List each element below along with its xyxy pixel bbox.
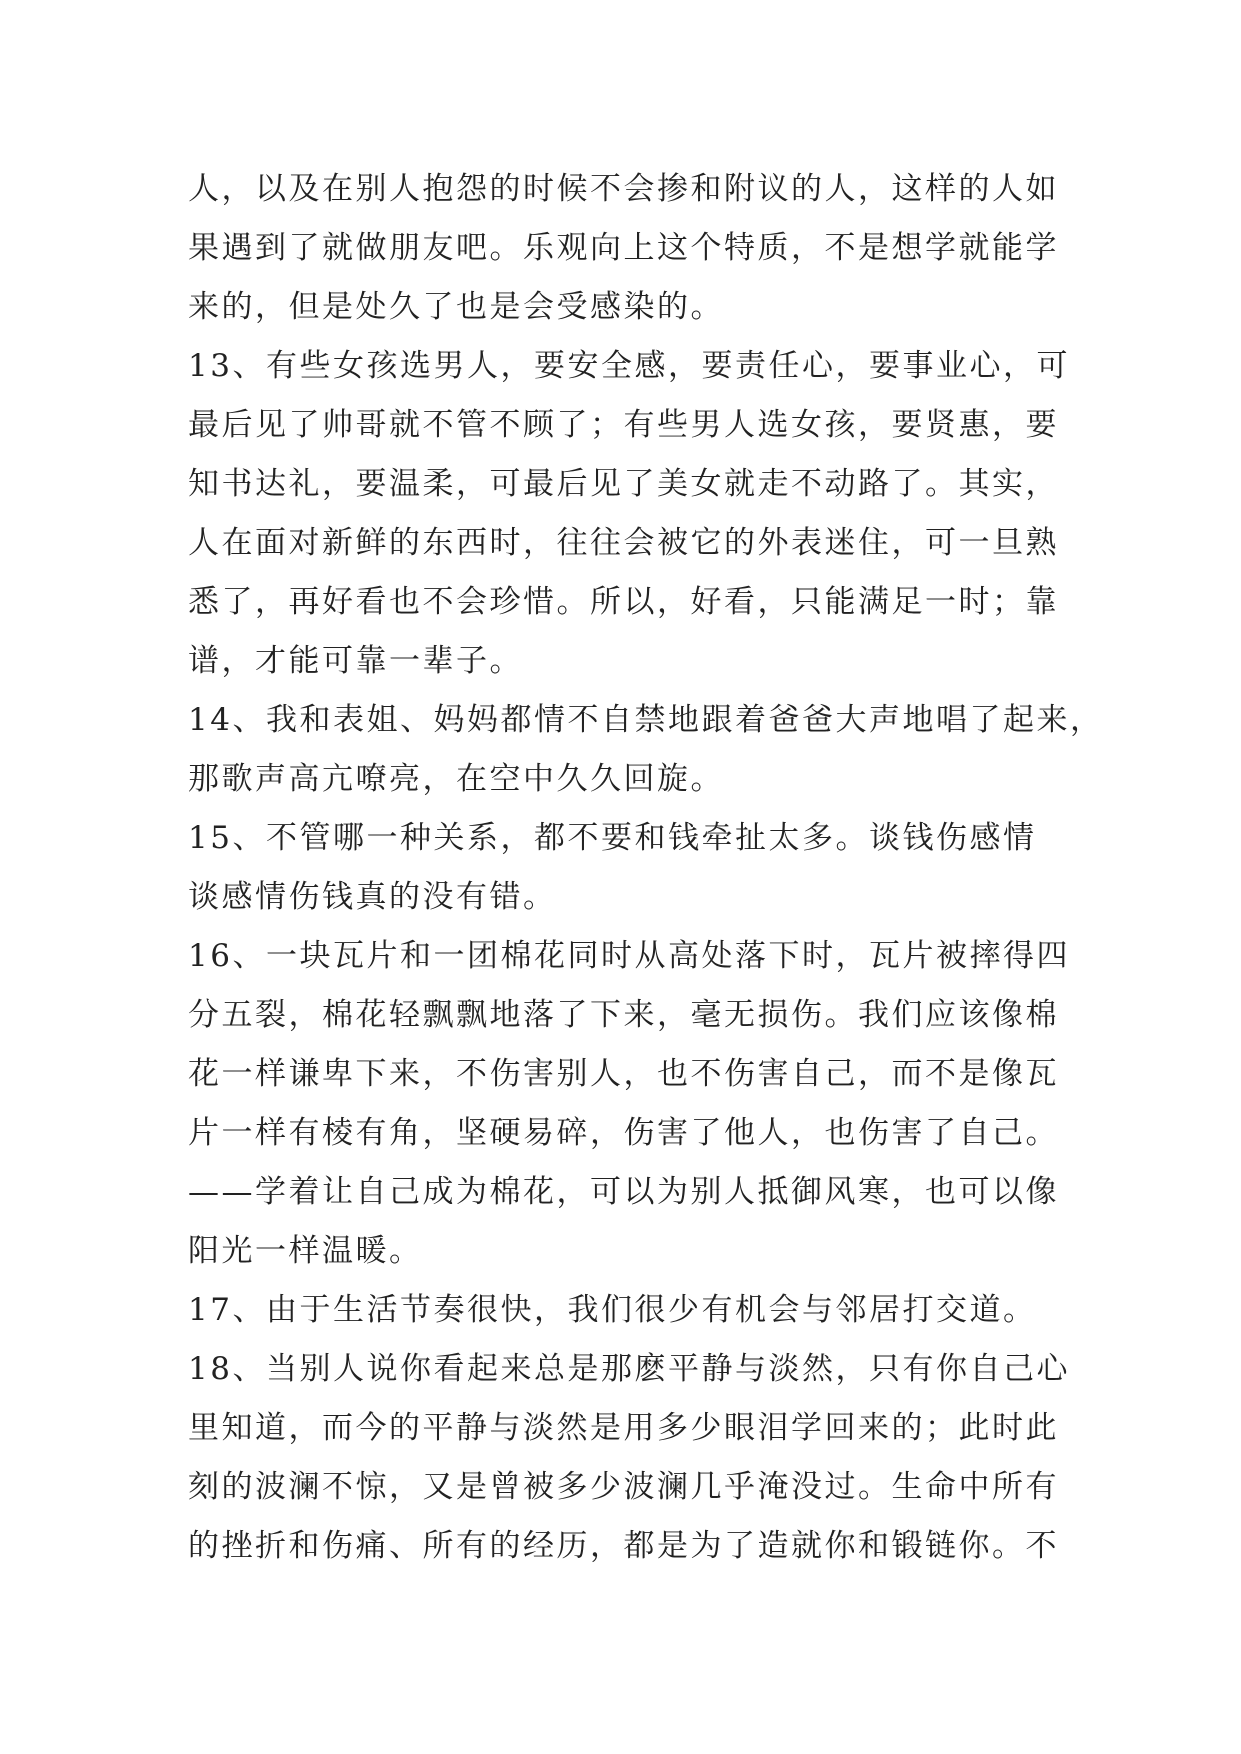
text-line: 的挫折和伤痛、所有的经历，都是为了造就你和锻链你。不: [188, 1528, 1059, 1564]
text-line: 片一样有棱有角，坚硬易碎，伤害了他人，也伤害了自己。: [188, 1115, 1059, 1151]
text-line: 18、当别人说你看起来总是那麽平静与淡然，只有你自己心: [188, 1351, 1070, 1387]
text-line: 果遇到了就做朋友吧。乐观向上这个特质，不是想学就能学: [188, 230, 1059, 266]
text-line: 人在面对新鲜的东西时，往往会被它的外表迷住，可一旦熟: [188, 525, 1059, 561]
text-line: 最后见了帅哥就不管不顾了；有些男人选女孩，要贤惠，要: [188, 407, 1059, 443]
text-line: 里知道，而今的平静与淡然是用多少眼泪学回来的；此时此: [188, 1410, 1059, 1446]
text-line: 谈感情伤钱真的没有错。: [188, 879, 557, 915]
text-line: 知书达礼，要温柔，可最后见了美女就走不动路了。其实，: [188, 466, 1059, 502]
text-line: 阳光一样温暖。: [188, 1233, 423, 1269]
text-line: 17、由于生活节奏很快，我们很少有机会与邻居打交道。: [188, 1292, 1037, 1328]
text-line: 人，以及在别人抱怨的时候不会掺和附议的人，这样的人如: [188, 171, 1059, 207]
text-line: 15、不管哪一种关系，都不要和钱牵扯太多。谈钱伤感情: [188, 820, 1037, 856]
text-line: 花一样谦卑下来，不伤害别人，也不伤害自己，而不是像瓦: [188, 1056, 1059, 1092]
document-body-text: [188, 160, 1104, 1576]
text-line: 14、我和表姐、妈妈都情不自禁地跟着爸爸大声地唱了起来，: [188, 702, 1104, 738]
text-line: 刻的波澜不惊，又是曾被多少波澜几乎淹没过。生命中所有: [188, 1469, 1059, 1505]
text-line: 谱，才能可靠一辈子。: [188, 643, 523, 679]
text-line: 来的，但是处久了也是会受感染的。: [188, 289, 724, 325]
text-line: ——学着让自己成为棉花，可以为别人抵御风寒，也可以像: [188, 1174, 1059, 1210]
text-line: 分五裂，棉花轻飘飘地落了下来，毫无损伤。我们应该像棉: [188, 997, 1059, 1033]
text-line: 13、有些女孩选男人，要安全感，要责任心，要事业心，可: [188, 348, 1070, 384]
text-line: 那歌声高亢嘹亮，在空中久久回旋。: [188, 761, 724, 797]
text-line: 16、一块瓦片和一团棉花同时从高处落下时，瓦片被摔得四: [188, 938, 1070, 974]
text-line: 悉了，再好看也不会珍惜。所以，好看，只能满足一时；靠: [188, 584, 1059, 620]
